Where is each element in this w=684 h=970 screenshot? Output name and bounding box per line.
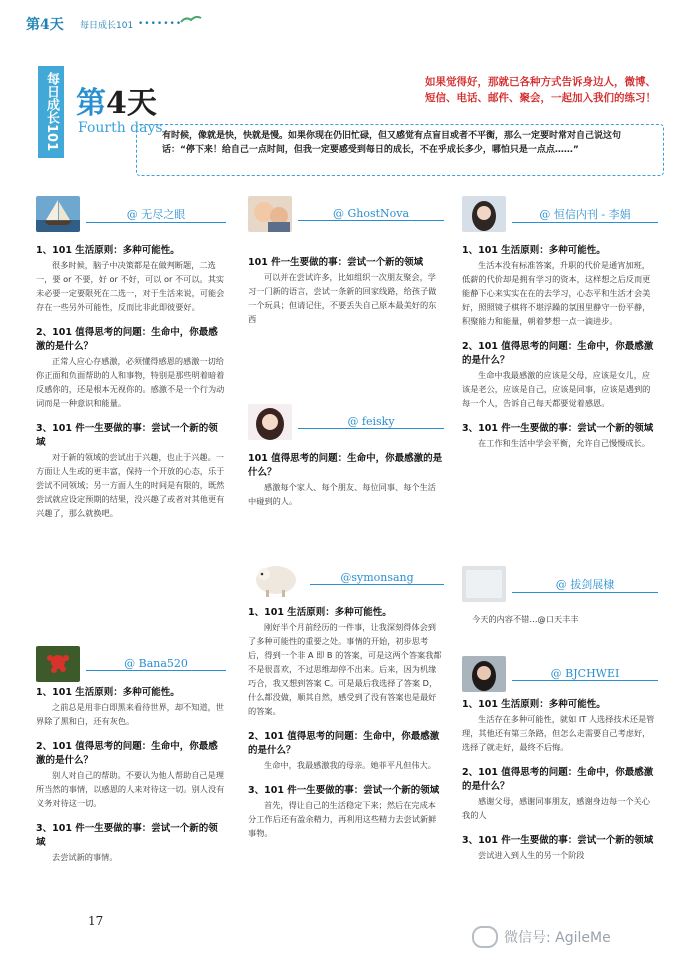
question: 3、101 件一生要做的事：尝试一个新的领域: [36, 423, 218, 448]
question: 2、101 值得思考的问题：生命中，你最感激的是什么？: [462, 767, 654, 792]
question: 1、101 生活原则：多种可能性。: [36, 687, 180, 698]
question: 2、101 值得思考的问题：生命中，你最感激的是什么？: [248, 731, 440, 756]
question: 3、101 件一生要做的事：尝试一个新的领域: [462, 835, 654, 846]
question: 101 值得思考的问题：生命中，你最感激的是什么？: [248, 453, 443, 478]
user-handle[interactable]: @ Bana520: [124, 657, 188, 670]
sailboat-avatar-icon: [36, 196, 80, 232]
answer: 之前总是用非白即黑来看待世界，却不知道，世界除了黑和白，还有灰色。: [36, 702, 224, 726]
answer: 生活本没有标准答案，升职的代价是通宵加班，低薪的代价却是拥有学习的资本，这样想之后反而更能静下心来实实在在的去学习，心态平和生活才会美好，照照镜子棋将不堪浮躁的氛围里静守一份平静，积聚能力和能量，朝着梦想一点一滴进步。: [462, 260, 651, 326]
answer: 感激每个家人、每个朋友、每位同事、每个生活中碰到的人。: [248, 482, 436, 506]
answer-list: [248, 606, 444, 840]
blank-avatar-icon: [462, 566, 506, 602]
day-title: [76, 78, 157, 122]
handle-divider: [310, 584, 444, 585]
user-header: [36, 646, 226, 682]
answer: 很多时候，脑子中决策都是在做判断题，二选一，要 or 不要，好 or 不好，可以 or 不可以。其实未必要一定要限死在二选一，对于生活来说，可能会存在一些另外可能性，反而比非此即彼要好。: [36, 260, 225, 312]
day-title-num: 4: [106, 86, 127, 121]
answer: 尝试进入到人生的另一个阶段: [478, 850, 585, 860]
user-header: [36, 196, 226, 232]
page-number: 17: [88, 914, 104, 928]
handle-divider: [512, 680, 658, 681]
baby-avatar-icon: [248, 196, 292, 232]
day-title-prefix: 第: [76, 86, 106, 121]
answer: 今天的内容不错…@口天丰丰: [472, 614, 579, 624]
question: 1、101 生活原则：多种可能性。: [462, 699, 606, 710]
question: 1、101 生活原则：多种可能性。: [462, 245, 606, 256]
handle-divider: [298, 428, 444, 429]
column-3: [462, 196, 658, 450]
handle-divider: [512, 222, 658, 223]
user-header: [248, 196, 444, 232]
user-handle[interactable]: @ feisky: [347, 415, 395, 428]
answer-list: [248, 452, 444, 508]
column-1-second: [36, 646, 226, 864]
answer-list: [462, 698, 658, 862]
answer: 生活存在多种可能性，就如 IT 人选择技术还是管理，其他还有第三条路，但怎么走需要自己考虑好，选择了就走好，最终不后悔。: [462, 714, 655, 752]
answer-list: [36, 244, 226, 520]
wechat-watermark: [472, 926, 611, 948]
portrait-avatar-icon: [462, 196, 506, 232]
intro-box-text: 有时候，像就是快，快就是慢。如果你现在仍旧忙碌，但又感觉有点盲目或者不平衡，那么一定要时常对自己说这句话：“停下来！给自己一点时间，但我一定要感受到每日的成长，不在乎成长多少，哪怕只是一点点……”: [162, 131, 622, 155]
woman-avatar-icon: [462, 656, 506, 692]
answer: 首先，得让自己的生活稳定下来；然后在完成本分工作后还有盈余精力，再利用这些精力去尝试新鲜事物。: [248, 800, 437, 838]
sheep-avatar-icon: [248, 556, 304, 600]
user-header: [462, 656, 658, 692]
question: 2、101 值得思考的问题：生命中，你最感激的是什么？: [36, 327, 218, 352]
wechat-icon: [472, 926, 498, 948]
answer: 刚好半个月前经历的一件事，让我深刻得体会到了多种可能性的重要之处。事情的开始，初步思考后，得到一个非 A 即 B 的答案，可是这两个答案我都不是很喜欢，不过思维却停不出来。后来，因为机缘巧合，我又想到答案 C。可是最后我选择了答案 D，什么都没做，顺其自然，感受到了没有答案也是最好的答案。: [248, 622, 442, 716]
question: 2、101 值得思考的问题：生命中，你最感激的是什么？: [36, 741, 218, 766]
user-handle[interactable]: @ GhostNova: [332, 207, 410, 220]
day-title-suffix: 天: [126, 86, 157, 121]
flower-avatar-icon: [36, 646, 80, 682]
column-2-second: [248, 404, 444, 508]
answer: 生命中，我最感激我的母亲。她菲平凡但伟大。: [264, 760, 436, 770]
girl-avatar-icon: [248, 404, 292, 440]
handle-divider: [86, 670, 226, 671]
question: 1、101 生活原则：多种可能性。: [36, 245, 180, 256]
header-dots: •••••••: [138, 19, 183, 29]
answer-list: [248, 256, 444, 326]
handle-divider: [298, 220, 444, 221]
side-tab: 每日成长101: [38, 66, 64, 158]
bird-icon: [180, 14, 202, 24]
user-handle[interactable]: @ 恒信内刊 - 李娟: [539, 207, 631, 221]
magazine-subtitle: 每日成长101: [80, 21, 134, 31]
column-2: [248, 196, 444, 326]
magazine-day-logo: 第4天: [26, 17, 64, 33]
user-handle[interactable]: @ 拔剑展棣: [555, 577, 615, 591]
answer-list: [36, 686, 226, 864]
answer: 在工作和生活中学会平衡，允许自己慢慢成长。: [478, 438, 650, 448]
column-3-second: [462, 566, 658, 626]
question: 2、101 值得思考的问题：生命中，你最感激的是什么？: [462, 341, 654, 366]
intro-share-text: 如果觉得好，那就已各种方式告诉身边人，微博、短信、电话、邮件、聚会，一起加入我们的练习！: [425, 76, 656, 104]
user-handle[interactable]: @ BJCHWEI: [550, 667, 620, 680]
answer: 生命中我最感激的应该是父母，应该是女儿，应该是老公，应该是自己，应该是同事，应该是遇到的每一个人，告诉自己每天都要觉着感恩。: [462, 370, 651, 408]
answer: 对于新的领域的尝试出于兴趣，也止于兴趣。一方面让人生或的更丰富，保持一个开放的心态，乐于尝试不同领域；另一方面人生的时间是有限的，既然尝试就应设定预期的结果，没兴趣了或者对其他更有兴趣了，那么就换吧。: [36, 452, 225, 518]
wechat-id: 微信号: AgileMe: [504, 930, 611, 946]
answer-list: [462, 612, 658, 626]
question: 3、101 件一生要做的事：尝试一个新的领域: [248, 785, 440, 796]
user-handle[interactable]: @ 无尽之眼: [126, 207, 186, 221]
user-header: [248, 556, 444, 600]
question: 1、101 生活原则：多种可能性。: [248, 607, 392, 618]
answer: 正常人应心存感激，必须懂得感恩的感激一切给你正面和负面帮助的人和事物，特别是那些明着暗着反感你的，还是根本无视你的。感激不是一个行为动词而是一种意识和能量。: [36, 356, 225, 408]
user-header: [248, 404, 444, 440]
handle-divider: [86, 222, 226, 223]
answer: 去尝试新的事情。: [52, 852, 118, 862]
column-3-third: [462, 656, 658, 862]
column-1: [36, 196, 226, 520]
question: 3、101 件一生要做的事：尝试一个新的领域: [36, 823, 218, 848]
question: 3、101 件一生要做的事：尝试一个新的领域: [462, 423, 654, 434]
answer-list: [462, 244, 658, 450]
answer: 感谢父母，感谢同事朋友，感谢身边每一个关心我的人: [462, 796, 650, 820]
user-header: [462, 566, 658, 602]
question: 101 件一生要做的事：尝试一个新的领域: [248, 257, 424, 268]
answer: 可以并在尝试许多，比如组织一次朋友聚会，学习一门新的语言，尝试一条新的回家线路，给孩子做一个玩具；但请记住，不要丢失自己原本最美好的东西: [248, 272, 437, 324]
day-subtitle-en: Fourth days: [78, 120, 163, 136]
answer: 别人对自己的帮助。不要认为他人帮助自己是理所当然的事情，以感恩的人来对待这一切。别人没有义务对待这一切。: [36, 770, 225, 808]
column-2-third: [248, 556, 444, 840]
handle-divider: [512, 592, 658, 593]
user-handle[interactable]: @symonsang: [340, 571, 414, 584]
user-header: [462, 196, 658, 232]
